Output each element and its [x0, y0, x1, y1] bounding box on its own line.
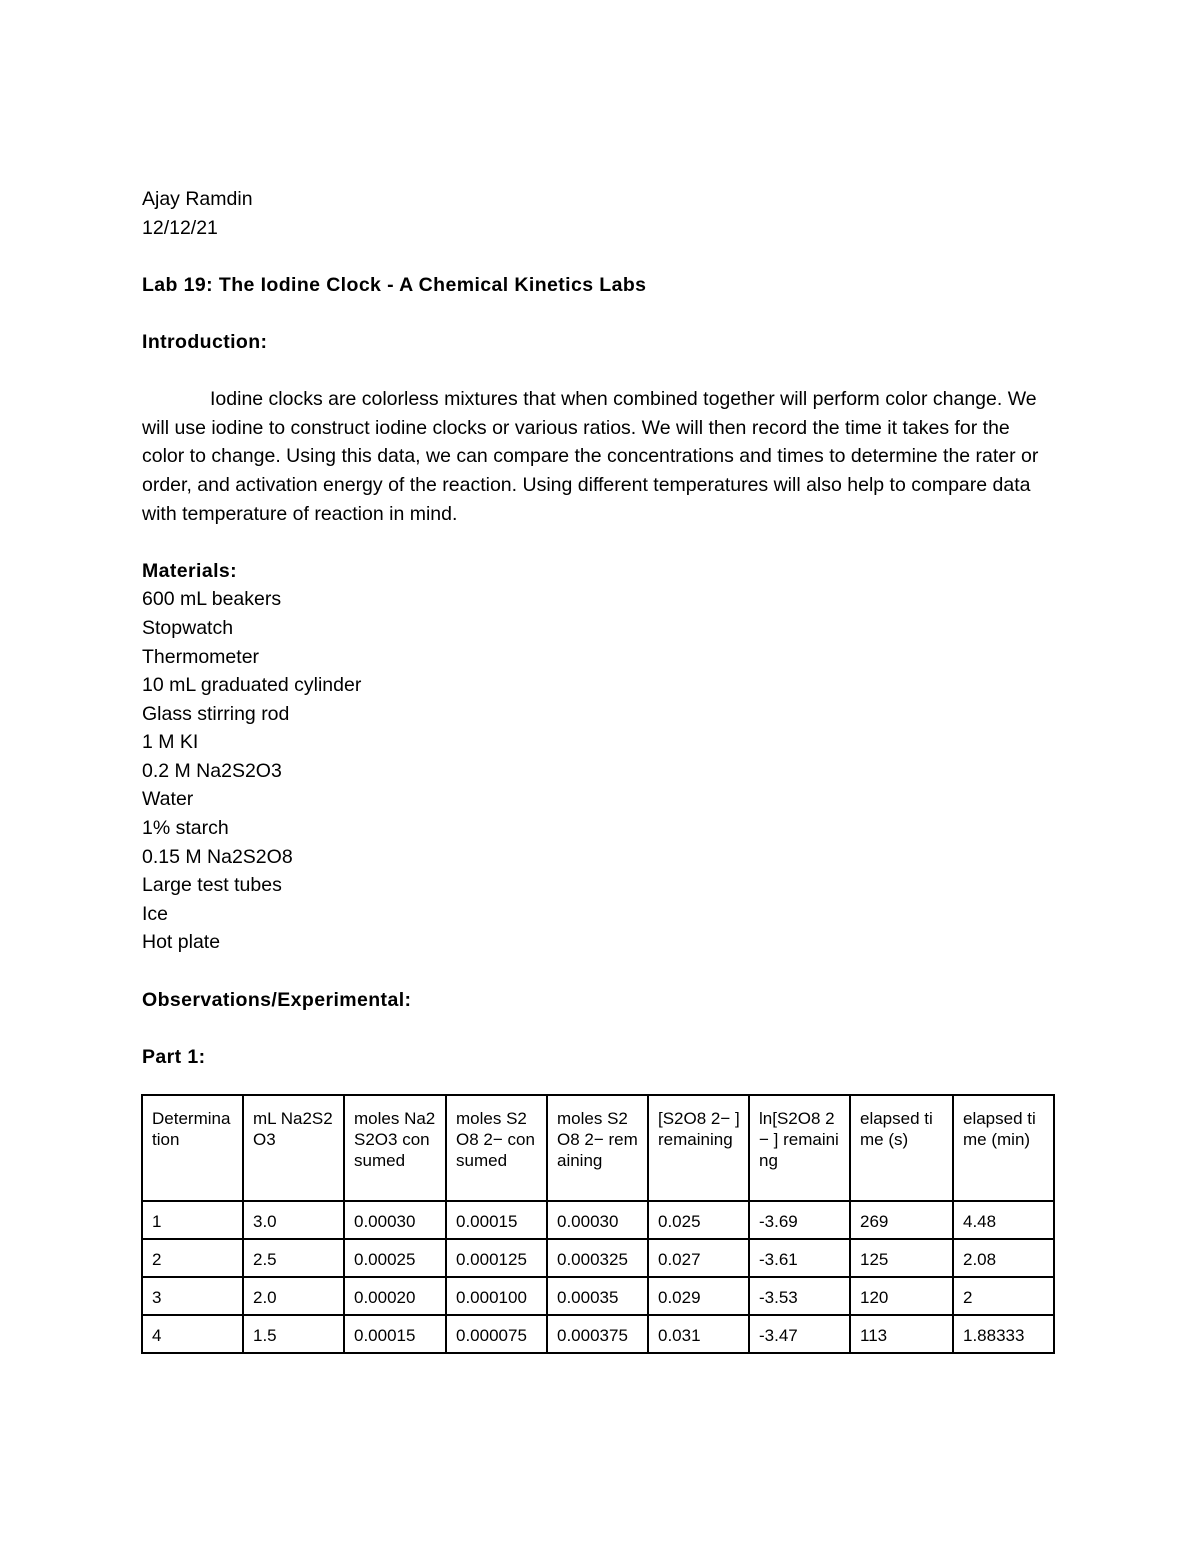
- materials-heading: Materials:: [142, 559, 238, 582]
- table-cell: 0.00015: [344, 1315, 446, 1353]
- table-cell: 1: [142, 1201, 243, 1239]
- table-cell: 0.000075: [446, 1315, 547, 1353]
- table-cell: 0.031: [648, 1315, 749, 1353]
- table-cell: 0.00030: [344, 1201, 446, 1239]
- introduction-heading: Introduction:: [142, 330, 268, 353]
- material-item: 0.2 M Na2S2O3: [142, 759, 282, 782]
- lab-title: Lab 19: The Iodine Clock - A Chemical Kinetics Labs: [142, 273, 647, 296]
- table-cell: 0.000100: [446, 1277, 547, 1315]
- table-cell: 113: [850, 1315, 953, 1353]
- table-cell: 0.000375: [547, 1315, 648, 1353]
- material-item: 1% starch: [142, 817, 229, 840]
- column-header: elapsed time (min): [953, 1095, 1054, 1201]
- table-cell: 0.029: [648, 1277, 749, 1315]
- table-row: [142, 1239, 1054, 1277]
- material-item: 10 mL graduated cylinder: [142, 674, 362, 697]
- table-cell: 4.48: [953, 1201, 1054, 1239]
- table-cell: 0.027: [648, 1239, 749, 1277]
- column-header: moles Na2S2O3 consumed: [344, 1095, 446, 1201]
- table-cell: 0.000125: [446, 1239, 547, 1277]
- column-header: moles S2O8 2− remaining: [547, 1095, 648, 1201]
- material-item: Glass stirring rod: [142, 702, 290, 725]
- table-row: [142, 1277, 1054, 1315]
- table-cell: 0.025: [648, 1201, 749, 1239]
- table-cell: -3.53: [749, 1277, 850, 1315]
- table-cell: 2.08: [953, 1239, 1054, 1277]
- column-header: moles S2O8 2− consumed: [446, 1095, 547, 1201]
- table-cell: 4: [142, 1315, 243, 1353]
- table-cell: 2: [142, 1239, 243, 1277]
- materials-list: [142, 585, 1062, 957]
- material-item: Thermometer: [142, 645, 260, 668]
- introduction-paragraph: [142, 385, 1042, 528]
- part1-data-table: [141, 1094, 1055, 1354]
- observations-heading: Observations/Experimental:: [142, 988, 412, 1011]
- column-header: mL Na2S2O3: [243, 1095, 344, 1201]
- column-header: elapsed time (s): [850, 1095, 953, 1201]
- table-cell: 3.0: [243, 1201, 344, 1239]
- column-header: [S2O8 2− ] remaining: [648, 1095, 749, 1201]
- material-item: 0.15 M Na2S2O8: [142, 845, 293, 868]
- material-item: 1 M KI: [142, 731, 199, 754]
- table-header-row: [142, 1095, 1054, 1201]
- table-cell: 2.0: [243, 1277, 344, 1315]
- table-cell: 269: [850, 1201, 953, 1239]
- material-item: Large test tubes: [142, 874, 282, 897]
- material-item: Water: [142, 788, 194, 811]
- table-cell: -3.69: [749, 1201, 850, 1239]
- table-cell: 2: [953, 1277, 1054, 1315]
- table-cell: 0.00030: [547, 1201, 648, 1239]
- document-page: [142, 185, 1062, 1071]
- author-name: Ajay Ramdin: [142, 188, 253, 210]
- table-cell: 0.00025: [344, 1239, 446, 1277]
- table-cell: 1.5: [243, 1315, 344, 1353]
- table-cell: -3.47: [749, 1315, 850, 1353]
- material-item: Hot plate: [142, 931, 221, 954]
- table-cell: 0.00035: [547, 1277, 648, 1315]
- material-item: 600 mL beakers: [142, 588, 282, 611]
- table-cell: 3: [142, 1277, 243, 1315]
- column-header: ln[S2O8 2− ] remaining: [749, 1095, 850, 1201]
- report-date: 12/12/21: [142, 216, 218, 239]
- table-cell: 120: [850, 1277, 953, 1315]
- table-cell: 1.88333: [953, 1315, 1054, 1353]
- table-cell: 0.00020: [344, 1277, 446, 1315]
- material-item: Ice: [142, 902, 169, 925]
- introduction-text: Iodine clocks are colorless mixtures that when combined together will perform color change. We will use iodine to construct iodine clocks or various ratios. We will then record the time it takes for the color to change. Using this data, we can compare the concentrations and times to determine the rater or order, and activation energy of the reaction. Using different temperatures will also help to compare data with temperature of reaction in mind.: [142, 388, 1039, 525]
- table-row: [142, 1315, 1054, 1353]
- table-cell: 0.000325: [547, 1239, 648, 1277]
- table-cell: -3.61: [749, 1239, 850, 1277]
- part1-heading: Part 1:: [142, 1045, 206, 1068]
- column-header: Determination: [142, 1095, 243, 1201]
- table-cell: 125: [850, 1239, 953, 1277]
- material-item: Stopwatch: [142, 616, 234, 639]
- table-cell: 0.00015: [446, 1201, 547, 1239]
- table-row: [142, 1201, 1054, 1239]
- table-cell: 2.5: [243, 1239, 344, 1277]
